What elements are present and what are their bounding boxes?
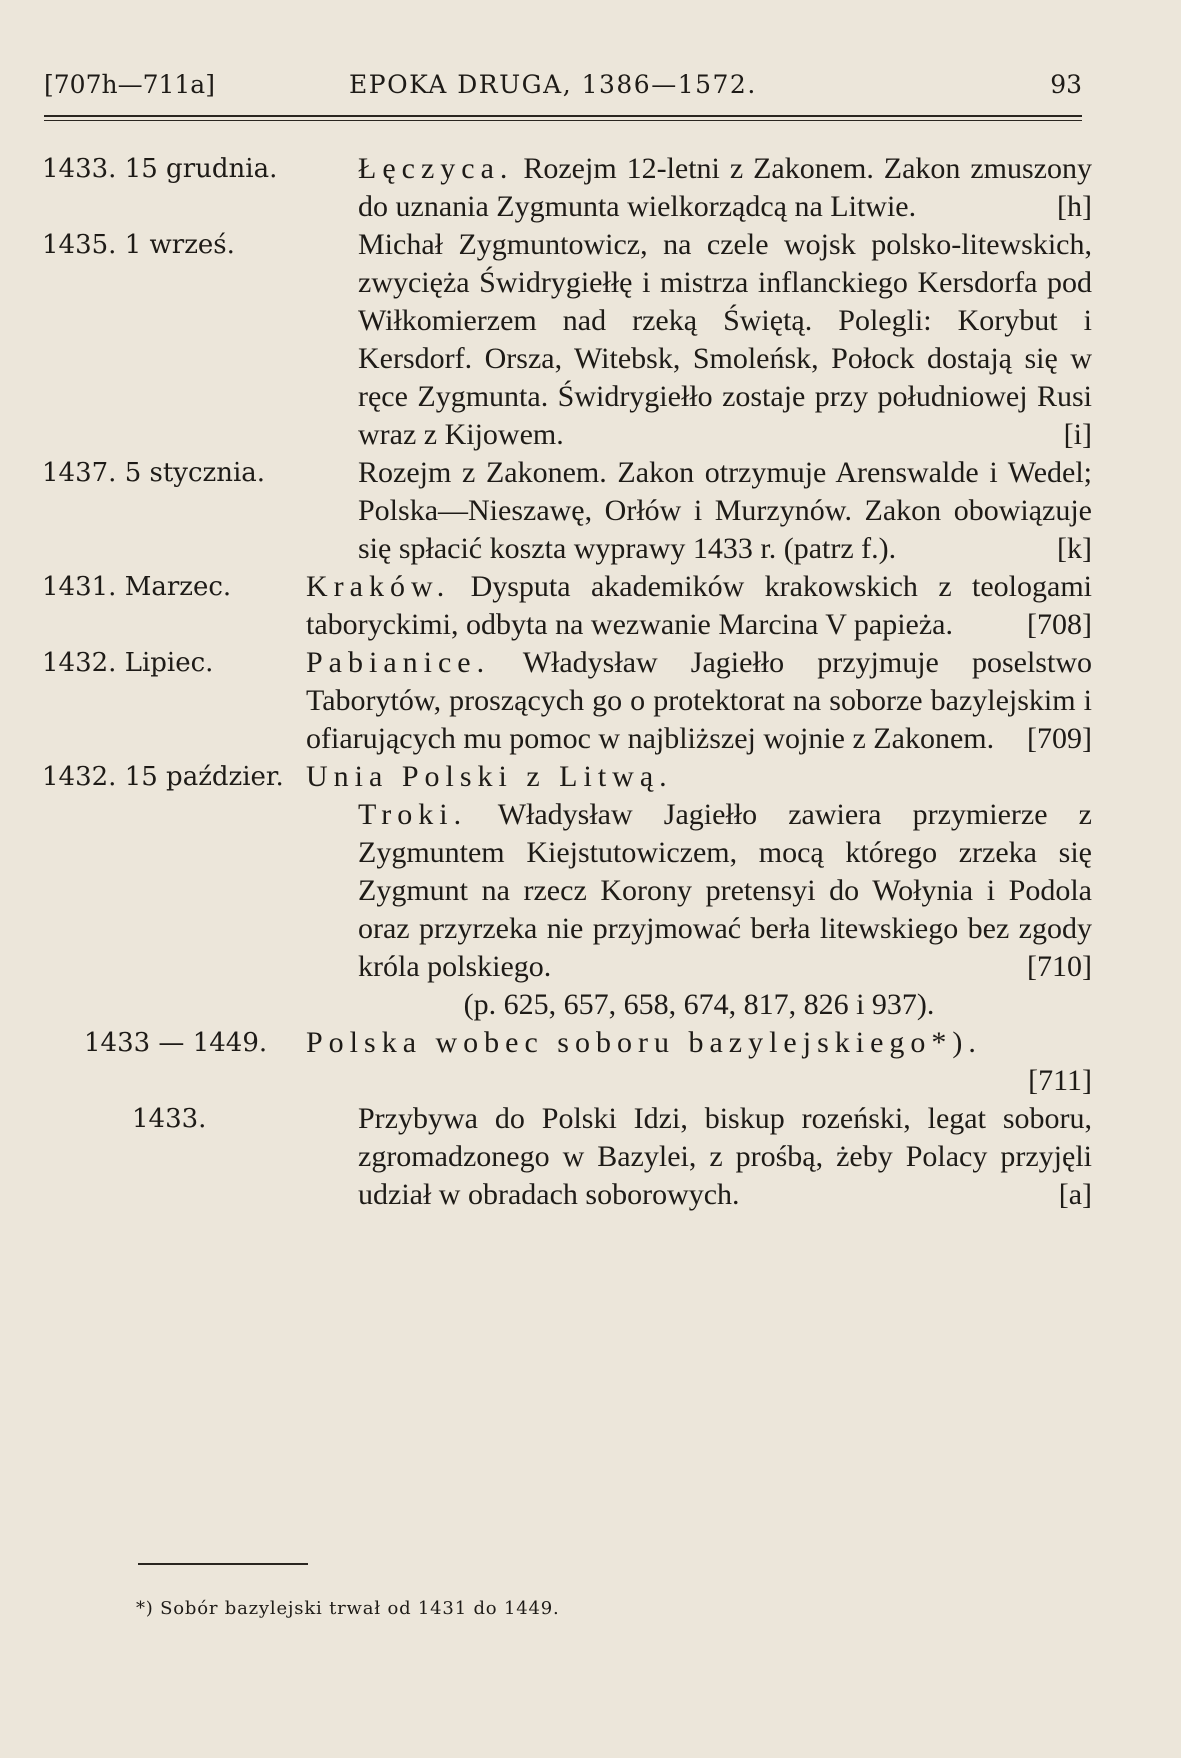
entry-body: Michał Zygmuntowicz, na czele wojsk polsko-litewskich, zwycięża Świdrygiełłę i mistrza inflanckiego Kersdorfa pod Wiłkomierzem nad rzeką Świętą. Polegli: Korybut i Kersdorf. Orsza, Witebsk, Smoleńsk, Połock dostają się w ręce Zygmunta. Świdrygiełło zostaje przy południowej Rusi wraz z Kijowem. bbox=[358, 228, 1092, 451]
place-name: Kraków. bbox=[306, 570, 451, 603]
entry-ref: [i] bbox=[1063, 418, 1092, 451]
section-heading bbox=[306, 1024, 1092, 1062]
entry-1433-1449-sobor bbox=[42, 1024, 1092, 1100]
entry-1433-leczyca bbox=[42, 150, 1092, 226]
entry-date: 1432. Lipiec. bbox=[42, 648, 214, 678]
entry-body: Rozejm z Zakonem. Zakon otrzymuje Arenswalde i Wedel; Polska—Nieszawę, Orłów i Murzynów. Zakon obowiązuje się spłacić koszta wyprawy 1433 r. (patrz f.). bbox=[358, 456, 1092, 565]
entry-text bbox=[358, 1100, 1092, 1214]
entry-1432-unia bbox=[42, 758, 1092, 1024]
footnote: *) Sobór bazylejski trwał od 1431 do 1449. bbox=[136, 1598, 560, 1619]
running-header bbox=[44, 70, 1082, 110]
entry-ref: [711] bbox=[1028, 1064, 1092, 1097]
section-range: [707h—711a] bbox=[44, 70, 215, 99]
entry-ref: [h] bbox=[1057, 190, 1092, 223]
chronology-entries bbox=[42, 150, 1092, 1214]
entry-body: Władysław Jagiełło zawiera przymierze z Zygmuntem Kiejstutowiczem, mocą którego zrzeka się Zygmunt na rzecz Korony pretensyi do Wołynia i Podola oraz przyrzeka nie przyjmować berła litewskiego bez zgody króla polskiego. bbox=[358, 798, 1092, 983]
entry-text bbox=[306, 568, 1092, 644]
running-title: EPOKA DRUGA, 1386—1572. bbox=[349, 70, 757, 99]
entry-date: 1437. 5 stycznia. bbox=[42, 458, 266, 488]
entry-ref: [k] bbox=[1057, 532, 1092, 565]
footnote-rule bbox=[138, 1563, 308, 1565]
entry-body: Przybywa do Polski Idzi, biskup rozeński, legat soboru, zgromadzonego w Bazylei, z prośbą, żeby Polacy przyjęli udział w obradach soborowych. bbox=[358, 1102, 1092, 1211]
entry-ref: [a] bbox=[1058, 1178, 1092, 1211]
entry-ref: [710] bbox=[1027, 950, 1092, 983]
union-heading: Unia Polski z Litwą. bbox=[306, 760, 673, 793]
entry-date: 1431. Marzec. bbox=[42, 572, 232, 602]
entry-text bbox=[358, 454, 1092, 568]
entry-date: 1433 — 1449. bbox=[84, 1028, 268, 1058]
entry-date: 1435. 1 wrześ. bbox=[42, 230, 235, 260]
entry-1431-krakow bbox=[42, 568, 1092, 644]
place-name: Łęczyca. bbox=[358, 152, 514, 185]
entry-text bbox=[358, 226, 1092, 454]
section-heading bbox=[306, 758, 1092, 796]
entry-date: 1432. 15 paździer. bbox=[42, 762, 284, 792]
place-name: Troki. bbox=[358, 798, 468, 831]
entry-1437-rozejm bbox=[42, 454, 1092, 568]
cross-reference: (p. 625, 657, 658, 674, 817, 826 i 937). bbox=[463, 988, 935, 1021]
place-name: Pabianice. bbox=[306, 646, 491, 679]
entry-1435-wilkomierz bbox=[42, 226, 1092, 454]
entry-date: 1433. 15 grudnia. bbox=[42, 154, 278, 184]
entry-date: 1433. bbox=[132, 1104, 207, 1134]
entry-1433-legat bbox=[42, 1100, 1092, 1214]
entry-text bbox=[306, 644, 1092, 758]
header-rule-thin bbox=[44, 120, 1082, 121]
header-rule bbox=[44, 115, 1082, 117]
entry-ref: [709] bbox=[1027, 722, 1092, 755]
entry-ref: [708] bbox=[1027, 608, 1092, 641]
entry-text bbox=[358, 150, 1092, 226]
entry-text bbox=[358, 796, 1092, 986]
entry-1432-pabianice bbox=[42, 644, 1092, 758]
entry-ref-line bbox=[358, 1062, 1092, 1100]
council-heading: Polska wobec soboru bazylejskiego*). bbox=[306, 1026, 982, 1059]
page-number: 93 bbox=[1050, 70, 1082, 99]
entry-body: Rozejm 12-letni z Zakonem. Zakon zmuszony do uznania Zygmunta wielkorządcą na Litwie. bbox=[358, 152, 1093, 223]
entry-body: Władysław Jagiełło przyjmuje poselstwo Taborytów, proszących go o protektorat na soborze bazylejskim i ofiarujących mu pomoc w najbliższej wojnie z Zakonem. bbox=[306, 646, 1092, 755]
entry-body: Dysputa akademików krakowskich z teologami taboryckimi, odbyta na wezwanie Marcina V papieża. bbox=[306, 570, 1092, 641]
